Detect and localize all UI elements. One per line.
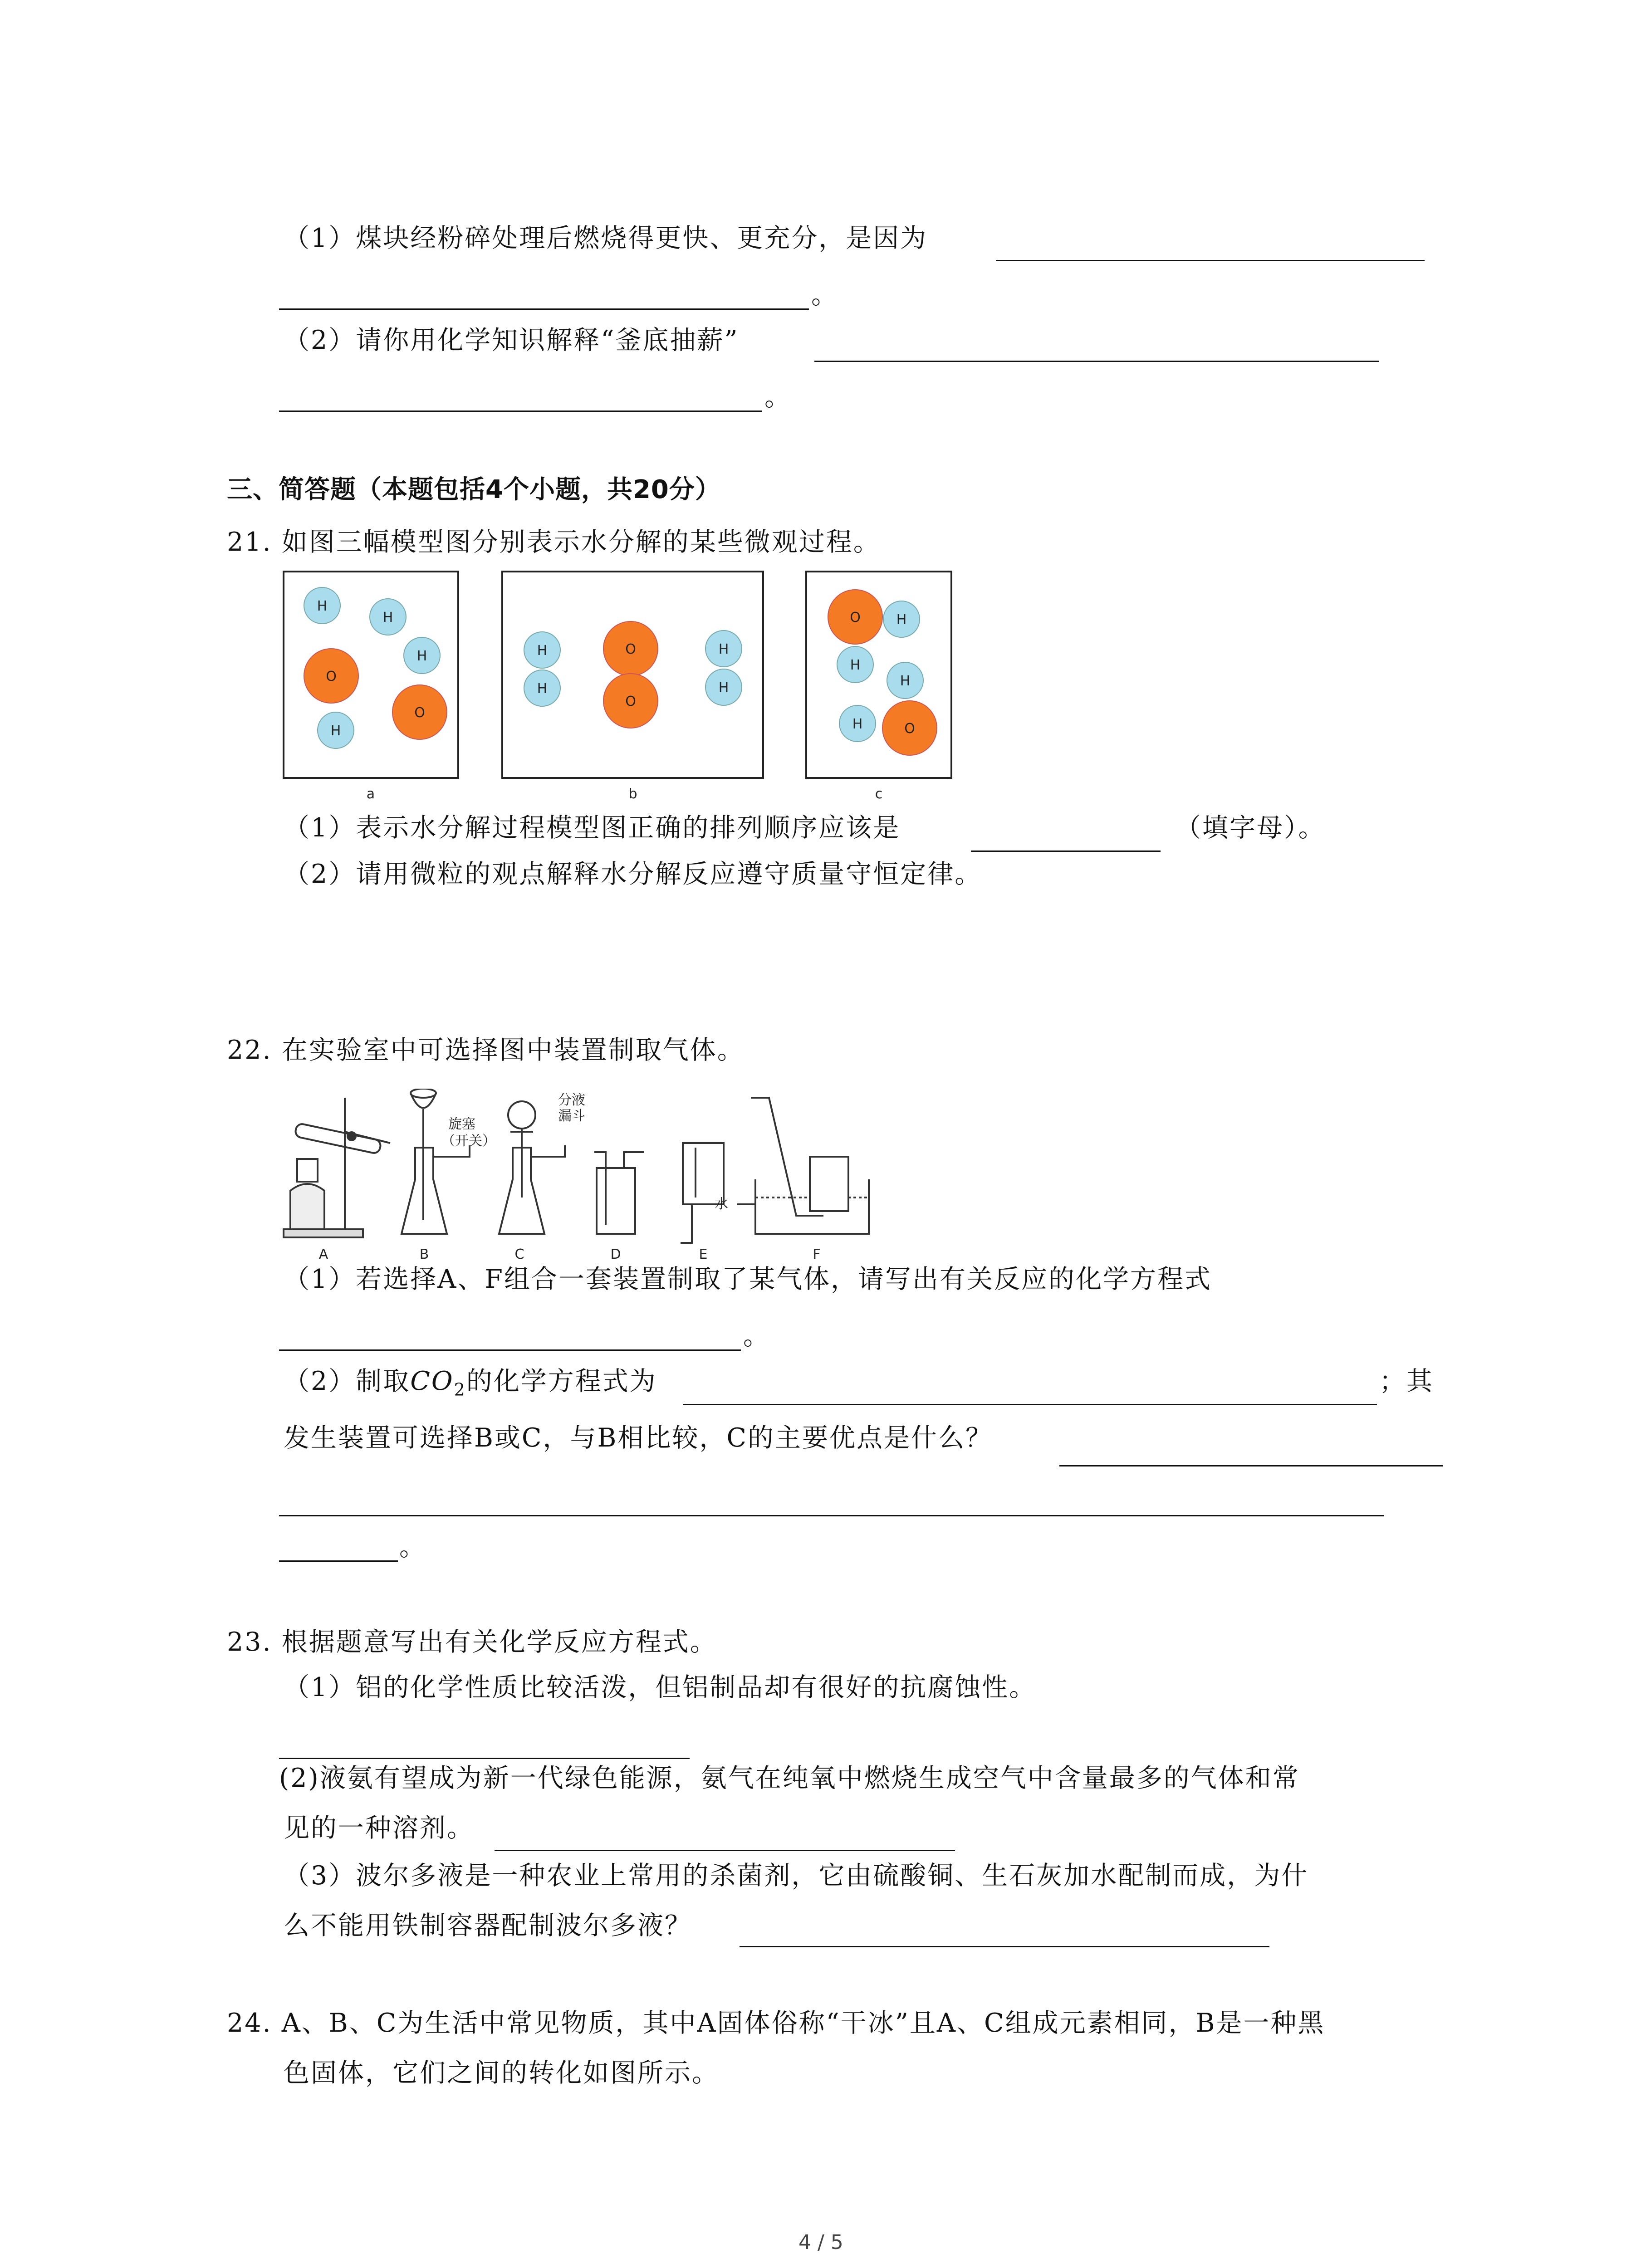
q20-part2-answer-blank[interactable] (814, 361, 1379, 362)
q23-part1-text: （1）铝的化学性质比较活泼，但铝制品却有很好的抗腐蚀性。 (284, 1672, 1037, 1702)
q21-part1-answer-blank[interactable] (971, 850, 1161, 852)
label-a: A (318, 1246, 328, 1262)
q22-part2-period: 。 (399, 1532, 426, 1562)
apparatus-f (737, 1098, 869, 1234)
atom-o: O (326, 669, 337, 684)
q21-part1-hint: （填字母）。 (1175, 813, 1326, 843)
co2-formula: CO (410, 1366, 454, 1396)
apparatus-b (402, 1089, 470, 1234)
panel-c-atoms (828, 590, 937, 755)
q22-part1-text: （1）若选择A、F组合一套装置制取了某气体，请写出有关反应的化学方程式 (284, 1264, 1212, 1294)
q22-advantage-answer-blank-2[interactable] (279, 1515, 1384, 1516)
q20-part2-text: （2）请你用化学知识解释“釜底抽薪” (284, 325, 739, 355)
label-b: B (419, 1246, 429, 1262)
apparatus-e (681, 1143, 724, 1243)
atom-h: H (317, 598, 328, 614)
atom-h: H (850, 657, 861, 673)
page-number: 4 / 5 (798, 2231, 843, 2254)
co2-subscript: 2 (454, 1379, 466, 1400)
q24-line2: 色固体，它们之间的转化如图所示。 (284, 2058, 719, 2088)
atom-h: H (537, 643, 548, 659)
atom-o: O (850, 610, 861, 626)
q23-part2-answer-blank[interactable] (495, 1850, 955, 1851)
q21-molecule-figure (281, 569, 962, 805)
q22-part2-text (284, 1363, 657, 1408)
q23-part2-line1: (2)液氨有望成为新一代绿色能源，氨气在纯氧中燃烧生成空气中含量最多的气体和常 (279, 1763, 1300, 1793)
atom-o: O (904, 721, 915, 737)
atom-h: H (330, 723, 341, 739)
atom-o: O (414, 705, 425, 721)
q23-part2-line2: 见的一种溶剂。 (284, 1813, 474, 1843)
label-c: C (514, 1246, 524, 1262)
q20-part1-answer-blank[interactable] (996, 260, 1425, 261)
q20-part1-answer-blank-2[interactable] (279, 308, 809, 310)
q22-part2-line2: 发生装置可选择B或C，与B相比较，C的主要优点是什么？ (284, 1423, 993, 1453)
atom-h: H (537, 681, 548, 697)
atom-h: H (900, 673, 911, 689)
atom-h: H (416, 648, 427, 664)
q20-part2-period: 。 (764, 382, 792, 412)
q20-part2-answer-blank-2[interactable] (279, 411, 762, 412)
q23-part1-answer-blank[interactable] (279, 1758, 690, 1759)
panel-b-atoms (524, 621, 742, 728)
label-f: F (813, 1246, 821, 1262)
label-e: E (699, 1246, 708, 1262)
atom-h: H (718, 680, 729, 696)
atom-o: O (625, 641, 636, 657)
atom-h: H (382, 610, 393, 626)
atom-o: O (625, 694, 636, 709)
q23-stem: 23. 根据题意写出有关化学反应方程式。 (227, 1627, 717, 1657)
q23-part3-answer-blank[interactable] (740, 1946, 1269, 1947)
q23-part3-line2: 么不能用铁制容器配制波尔多液？ (284, 1911, 692, 1941)
label-valve: 旋塞 (448, 1116, 475, 1132)
section-heading: 三、简答题（本题包括4个小题，共20分） (227, 475, 721, 504)
q21-part1-text: （1）表示水分解过程模型图正确的排列顺序应该是 (284, 813, 901, 843)
q22-part1-answer-blank[interactable] (279, 1349, 741, 1351)
label-water: 水 (715, 1196, 728, 1212)
atom-h: H (896, 612, 907, 628)
panel-a-atoms (304, 587, 447, 748)
apparatus-a (284, 1098, 390, 1237)
q22-part2-tail: ；其 (1379, 1366, 1434, 1396)
q22-part1-period: 。 (743, 1321, 770, 1351)
atom-h: H (718, 641, 729, 657)
q22-part2-middle: 的化学方程式为 (466, 1366, 657, 1396)
label-switch: （开关） (441, 1133, 496, 1149)
panel-c-label: c (875, 786, 883, 802)
q22-advantage-answer-blank-3[interactable] (279, 1560, 398, 1562)
q21-part2-text: （2）请用微粒的观点解释水分解反应遵守质量守恒定律。 (284, 859, 982, 889)
q20-part1-text: （1）煤块经粉碎处理后燃烧得更快、更充分，是因为 (284, 223, 928, 253)
panel-a-label: a (366, 786, 375, 802)
q22-equation-answer-blank[interactable] (683, 1404, 1377, 1405)
q24-line1: 24. A、B、C为生活中常见物质，其中A固体俗称“干冰”且A、C组成元素相同，B是一种黑 (227, 2008, 1325, 2038)
q22-advantage-answer-blank[interactable] (1059, 1465, 1443, 1466)
apparatus-c (499, 1101, 565, 1234)
q22-apparatus-figure (279, 1089, 878, 1263)
panel-b-label: b (628, 786, 637, 802)
q23-part3-line1: （3）波尔多液是一种农业上常用的杀菌剂，它由硫酸铜、生石灰加水配制而成，为什 (284, 1861, 1309, 1891)
atom-h: H (852, 716, 863, 732)
q21-stem: 21. 如图三幅模型图分别表示水分解的某些微观过程。 (227, 527, 881, 557)
q20-part1-period: 。 (811, 280, 838, 310)
label-funnel-1: 分液 (558, 1092, 585, 1108)
q22-part2-prefix: （2）制取 (284, 1366, 411, 1396)
q22-stem: 22. 在实验室中可选择图中装置制取气体。 (227, 1035, 745, 1065)
apparatus-d (594, 1152, 644, 1234)
label-d: D (610, 1246, 621, 1262)
label-funnel-2: 漏斗 (558, 1108, 585, 1124)
